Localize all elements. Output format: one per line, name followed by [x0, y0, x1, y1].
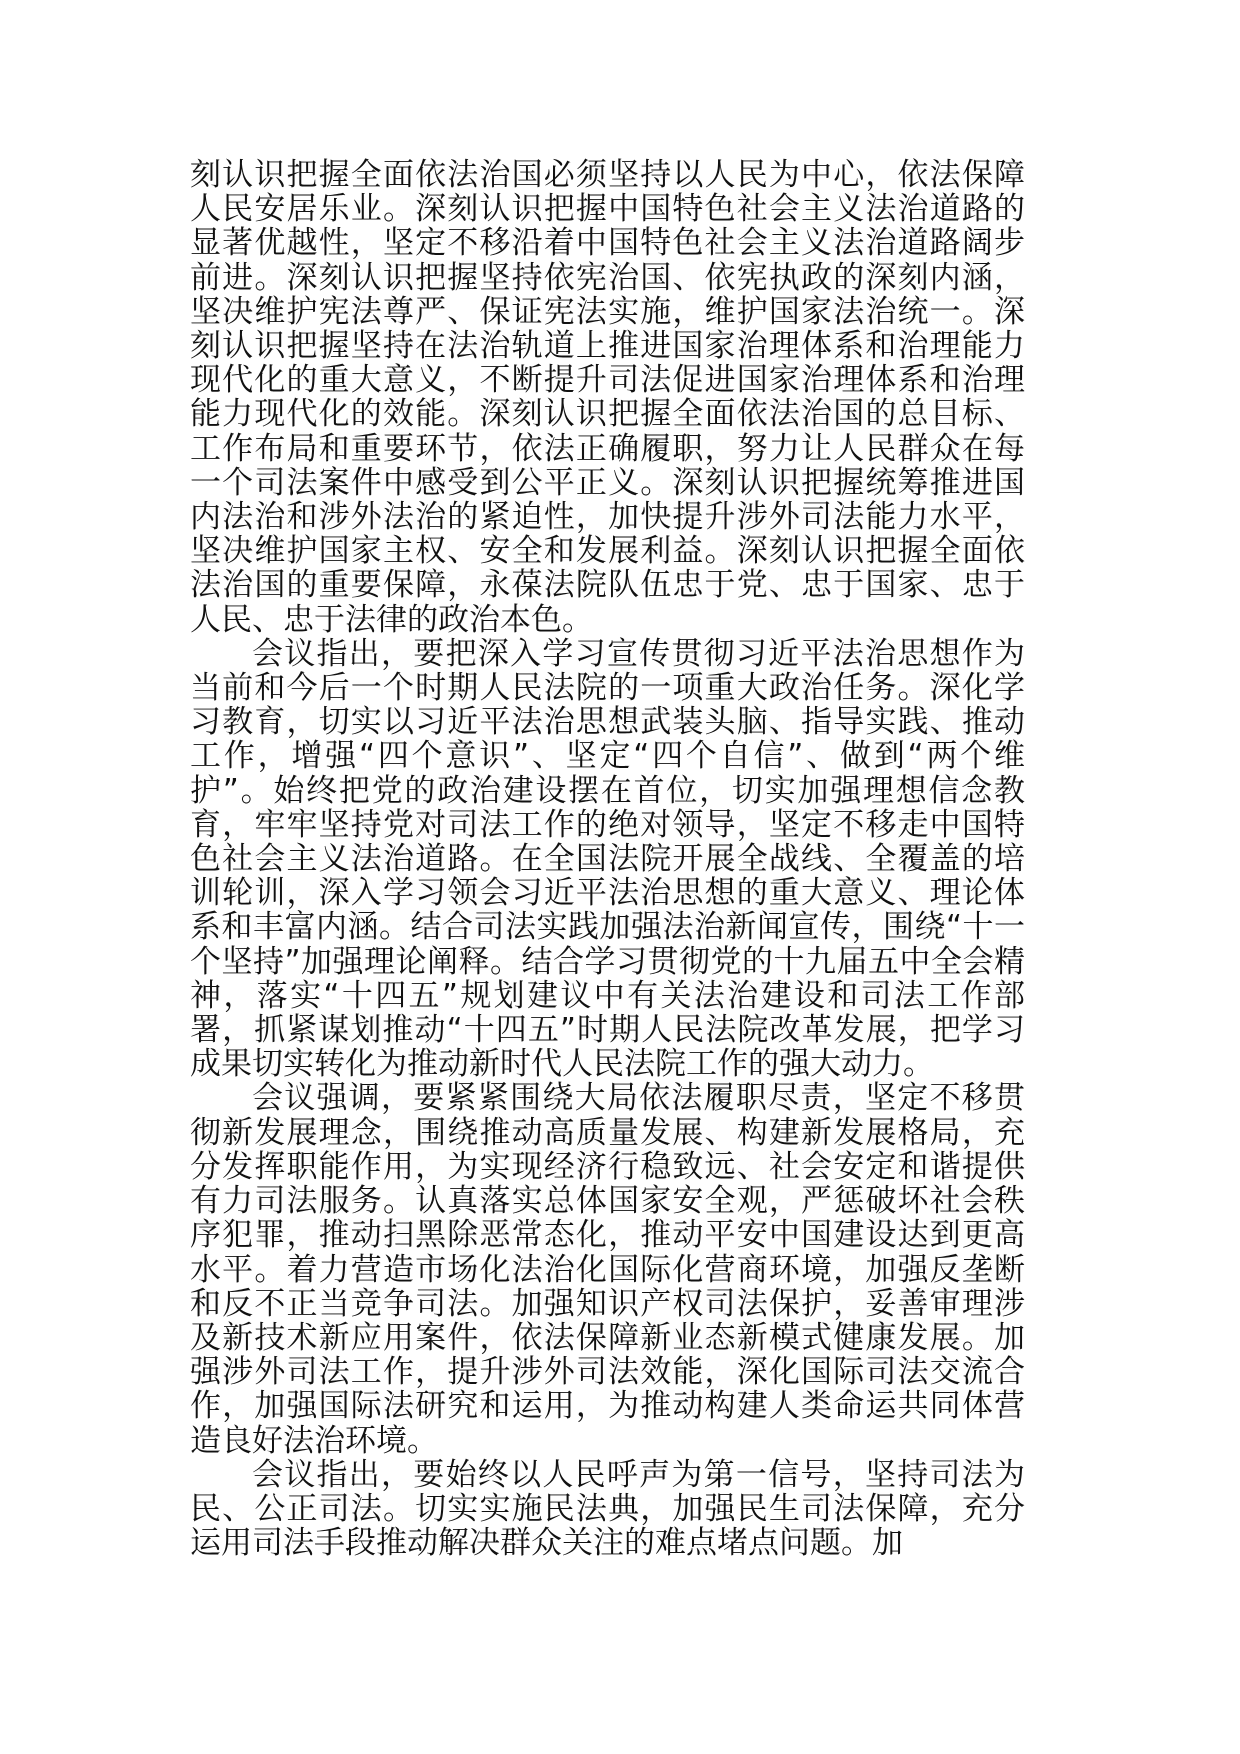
paragraph-2: 会议指出，要把深入学习宣传贯彻习近平法治思想作为当前和今后一个时期人民法院的一项重大政治任务。深化学习教育，切实以习近平法治思想武装头脑、指导实践、推动工作，增强“四个意识”、坚定“四个自信”、做到“两个维护”。始终把党的政治建设摆在首位，切实加强理想信念教育，牢牢坚持党对司法工作的绝对领导，坚定不移走中国特色社会主义法治道路。在全国法院开展全战线、全覆盖的培训轮训，深入学习领会习近平法治思想的重大意义、理论体系和丰富内涵。结合司法实践加强法治新闻宣传，围绕“十一个坚持”加强理论阐释。结合学习贯彻党的十九届五中全会精神，落实“十四五”规划建议中有关法治建设和司法工作部署，抓紧谋划推动“十四五”时期人民法院改革发展，把学习成果切实转化为推动新时代人民法院工作的强大动力。 — [190, 635, 1025, 1083]
document-body — [190, 158, 1025, 1560]
paragraph-1: 刻认识把握全面依法治国必须坚持以人民为中心，依法保障人民安居乐业。深刻认识把握中国特色社会主义法治道路的显著优越性，坚定不移沿着中国特色社会主义法治道路阔步前进。深刻认识把握坚持依宪治国、依宪执政的深刻内涵，坚决维护宪法尊严、保证宪法实施，维护国家法治统一。深刻认识把握坚持在法治轨道上推进国家治理体系和治理能力现代化的重大意义，不断提升司法促进国家治理体系和治理能力现代化的效能。深刻认识把握全面依法治国的总目标、工作布局和重要环节，依法正确履职，努力让人民群众在每一个司法案件中感受到公平正义。深刻认识把握统筹推进国内法治和涉外法治的紧迫性，加快提升涉外司法能力水平，坚决维护国家主权、安全和发展利益。深刻认识把握全面依法治国的重要保障，永葆法院队伍忠于党、忠于国家、忠于人民、忠于法律的政治本色。 — [190, 157, 1025, 638]
paragraph-4: 会议指出，要始终以人民呼声为第一信号，坚持司法为民、公正司法。切实实施民法典，加强民生司法保障，充分运用司法手段推动解决群众关注的难点堵点问题。加 — [190, 1456, 1025, 1562]
paragraph-3: 会议强调，要紧紧围绕大局依法履职尽责，坚定不移贯彻新发展理念，围绕推动高质量发展、构建新发展格局，充分发挥职能作用，为实现经济行稳致远、社会安定和谐提供有力司法服务。认真落实总体国家安全观，严惩破坏社会秩序犯罪，推动扫黑除恶常态化，推动平安中国建设达到更高水平。着力营造市场化法治化国际化营商环境，加强反垄断和反不正当竞争司法。加强知识产权司法保护，妥善审理涉及新技术新应用案件，依法保障新业态新模式健康发展。加强涉外司法工作，提升涉外司法效能，深化国际司法交流合作，加强国际法研究和运用，为推动构建人类命运共同体营造良好法治环境。 — [190, 1080, 1025, 1459]
